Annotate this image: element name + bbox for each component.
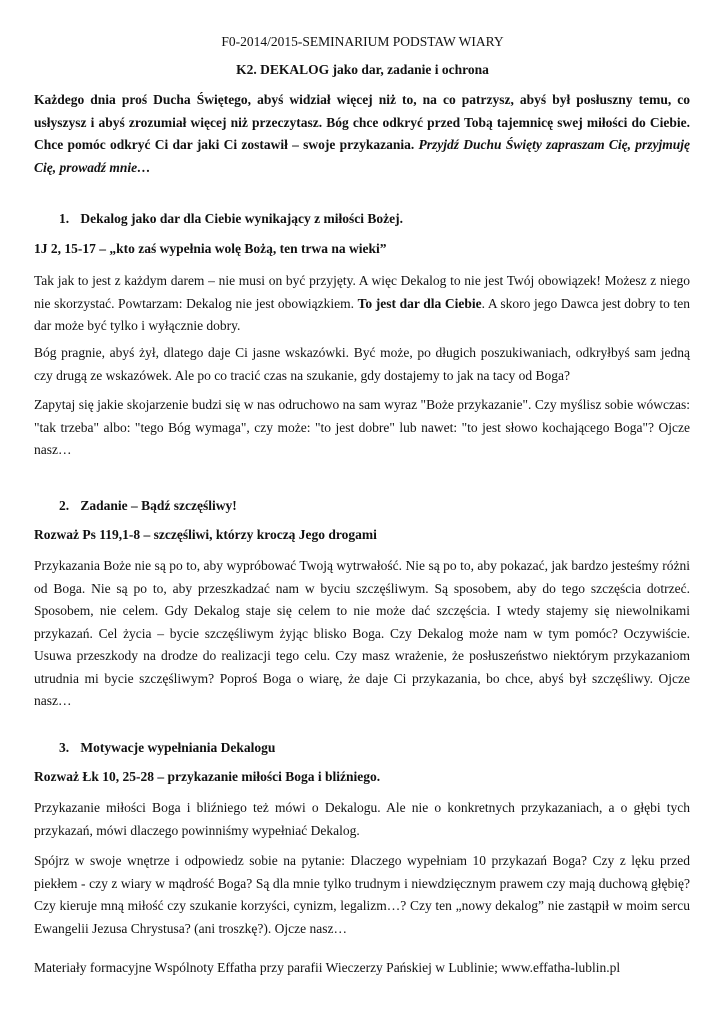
section-2-paragraph-1: Przykazania Boże nie są po to, aby wypróbować Twoją wytrwałość. Nie są po to, aby pokazać, jak bardzo jesteśmy różni od Boga. Nie są po to, aby przeszkadzać nam w byciu szczęśliwym. Są sposobem, aby do tego szczęścia dotrzeć. Sposobem, nie celem. Gdy Dekalog staje się celem to nie może dać szczęścia. I wtedy stajemy się niewolnikami przykazań. Cel życia – bycie szczęśliwym żyjąc blisko Boga. Czy Dekalog może nam w tym pomóc? Oczywiście. Usuwa przeszkody na drodze do realizacji tego celu. Czy masz wrażenie, że posłuszeństwo niektórym przykazaniom utrudnia mi bycie szczęśliwym? Poproś Boga o wiarę, że daje Ci przykazania, bo chce, abyś był szczęśliwy. Ojcze nasz… bbox=[34, 558, 690, 708]
section-3-heading bbox=[59, 740, 275, 756]
section-2-heading bbox=[59, 498, 237, 514]
section-1-scripture: 1J 2, 15-17 – „kto zaś wypełnia wolę Bożą, ten trwa na wieki” bbox=[34, 241, 387, 256]
section-3-scripture: Rozważ Łk 10, 25-28 – przykazanie miłości Boga i bliźniego. bbox=[34, 769, 381, 784]
section-1-p1-text-a: Tak jak to jest z każdym darem – nie musi on być przyjęty. A więc Dekalog to nie jest Twój obowiązek! Możesz z niego nie skorzystać. Powtarzam: Dekalog nie jest obowiązkiem. bbox=[34, 273, 690, 311]
section-1-p1-emphasis: To jest dar dla Ciebie bbox=[357, 295, 482, 311]
section-2-scripture: Rozważ Ps 119,1-8 – szczęśliwi, którzy kroczą Jego drogami bbox=[34, 527, 377, 542]
document-title: K2. DEKALOG jako dar, zadanie i ochrona bbox=[236, 62, 489, 77]
section-1-paragraph-3: Zapytaj się jakie skojarzenie budzi się w nas odruchowo na sam wyraz "Boże przykazanie". Czy myślisz sobie wówczas: "tak trzeba" albo: "tego Bóg wymaga", czy może: "to jest dobre" lub nawet: "to jest słowo kochającego Boga"? Ojcze nasz… bbox=[34, 397, 690, 457]
section-2-number: 2. bbox=[59, 498, 70, 513]
section-2-title: Zadanie – Bądź szczęśliwy! bbox=[80, 498, 237, 513]
footer-note: Materiały formacyjne Wspólnoty Effatha przy parafii Wieczerzy Pańskiej w Lublinie; www.effatha-lublin.pl bbox=[34, 960, 621, 975]
section-3-number: 3. bbox=[59, 740, 70, 755]
section-1-heading bbox=[59, 211, 403, 227]
intro-prayer: Przyjdź Duchu Święty zapraszam Cię, przyjmuję Cię, prowadź mnie… bbox=[34, 137, 691, 175]
intro-text: Każdego dnia proś Ducha Świętego, abyś widział więcej niż to, na co patrzysz, abyś był posłuszny temu, co usłyszysz i abyś zrozumiał więcej niż przeczytasz. Bóg chce odkryć przed Tobą tajemnicę swej miłości do Ciebie. Chce pomóc odkryć Ci dar jaki Ci zostawił – swoje przykazania. bbox=[34, 92, 690, 152]
document-code: F0-2014/2015-SEMINARIUM PODSTAW WIARY bbox=[221, 34, 504, 49]
section-1-paragraph-2: Bóg pragnie, abyś żył, dlatego daje Ci jasne wskazówki. Być może, po długich poszukiwaniach, odkryłbyś sam jedną czy drugą ze wskazówek. Ale po co tracić czas na szukanie, gdy dostajemy to jak na tacy od Boga? bbox=[34, 345, 690, 383]
section-3-paragraph-2: Spójrz w swoje wnętrze i odpowiedz sobie na pytanie: Dlaczego wypełniam 10 przykazań Boga? Czy z lęku przed piekłem - czy z wiary w mądrość Boga? Są dla mnie tylko trudnym i niewdzięcznym prawem czy mają duchową głębię? Czy kieruje mną miłość czy szukanie korzyści, cynizm, legalizm…? Czy ten „nowy dekalog” nie zastąpił w moim sercu Ewangelii Jezusa Chrystusa? (ani troszkę?). Ojcze nasz… bbox=[34, 853, 690, 936]
section-3-paragraph-1: Przykazanie miłości Boga i bliźniego też mówi o Dekalogu. Ale nie o konkretnych przykazaniach, a o głębi tych przykazań, mówi dlaczego powinniśmy wypełniać Dekalog. bbox=[34, 800, 690, 838]
intro-paragraph bbox=[34, 89, 690, 179]
section-3-title: Motywacje wypełniania Dekalogu bbox=[80, 740, 276, 755]
section-1-title: Dekalog jako dar dla Ciebie wynikający z miłości Bożej. bbox=[80, 211, 403, 226]
section-1-number: 1. bbox=[59, 211, 70, 226]
section-1-paragraph-1 bbox=[34, 270, 690, 338]
section-1-p1-text-b: . A skoro jego Dawca jest dobry to ten dar może być tylko i wyłącznie dobry. bbox=[34, 295, 691, 333]
